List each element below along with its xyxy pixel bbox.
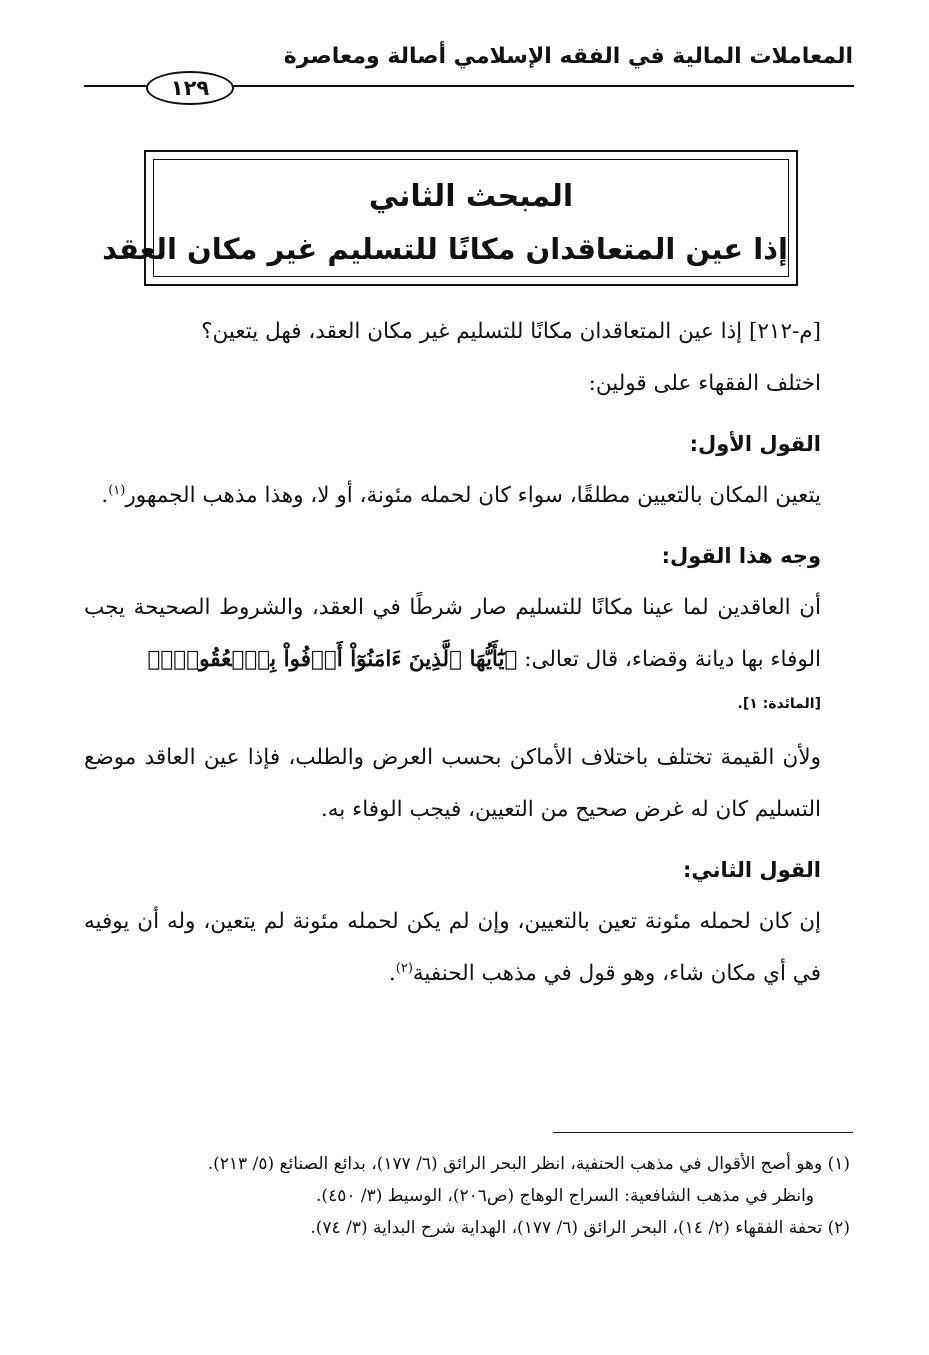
heading-first-opinion: القول الأول: bbox=[689, 432, 821, 456]
footnote-ref-2[interactable]: (٢) bbox=[395, 960, 413, 976]
value-paragraph: ولأن القيمة تختلف باختلاف الأماكن بحسب العرض والطلب، فإذا عين العاقد موضع التسليم كان له غرض صحيح من التعيين، فيجب الوفاء به. bbox=[84, 745, 821, 822]
heading-second-opinion: القول الثاني: bbox=[683, 858, 821, 882]
chapter-title-section: المبحث الثاني bbox=[368, 179, 574, 214]
running-header-title: المعاملات المالية في الفقه الإسلامي أصالة ومعاصرة bbox=[283, 44, 853, 69]
disagreement-paragraph: اختلف الفقهاء على قولين: bbox=[588, 371, 821, 396]
heading-first-opinion-reason: وجه هذا القول: bbox=[661, 544, 821, 568]
first-opinion-text: يتعين المكان بالتعيين مطلقًا، سواء كان لحمله مئونة، أو لا، وهذا مذهب الجمهور bbox=[125, 483, 821, 508]
main-text bbox=[84, 306, 821, 1000]
second-opinion-text: إن كان لحمله مئونة تعين بالتعيين، وإن لم يكن لحمله مئونة لم يتعين، وله أن يوفيه في أي مكان شاء، وهو قول في مذهب الحنفية bbox=[84, 909, 821, 986]
footnotes bbox=[84, 1148, 850, 1244]
quran-verse: ﴿يَٰٓأَيُّهَا ٱلَّذِينَ ءَامَنُوٓاْ أَوۡفُواْ بِٱلۡعُقُودِۚ﴾ bbox=[147, 647, 518, 672]
footnote-1: (١) وهو أصح الأقوال في مذهب الحنفية، انظر البحر الرائق (٦/ ١٧٧)، بدائع الصنائع (٥/ ٢١٣). bbox=[207, 1154, 850, 1174]
reason-paragraph bbox=[84, 582, 821, 686]
footnote-1-continuation: وانظر في مذهب الشافعية: السراج الوهاج (ص٢٠٦)، الوسيط (٣/ ٤٥٠). bbox=[316, 1186, 814, 1206]
page-number: ١٢٩ bbox=[146, 71, 234, 105]
first-opinion-end: . bbox=[101, 483, 109, 508]
first-opinion-paragraph bbox=[84, 470, 821, 522]
chapter-title-topic: إذا عين المتعاقدان مكانًا للتسليم غير مكان العقد bbox=[102, 232, 788, 266]
footnote-separator bbox=[553, 1132, 853, 1133]
verse-source: [المائدة: ١]. bbox=[737, 696, 821, 712]
chapter-title-inner-frame bbox=[102, 159, 789, 277]
footnote-2: (٢) تحفة الفقهاء (٢/ ١٤)، البحر الرائق (٦/ ١٧٧)، الهداية شرح البداية (٣/ ٧٤). bbox=[310, 1218, 850, 1238]
second-opinion-end: . bbox=[388, 961, 396, 986]
chapter-title-box bbox=[102, 150, 798, 286]
reason-text: أن العاقدين لما عينا مكانًا للتسليم صار شرطًا في العقد، والشروط الصحيحة يجب الوفاء بها ديانة وقضاء، قال تعالى: bbox=[84, 595, 821, 672]
second-opinion-paragraph bbox=[84, 896, 821, 1000]
footnote-ref-1[interactable]: (١) bbox=[108, 482, 126, 498]
question-paragraph: [م-٢١٢] إذا عين المتعاقدان مكانًا للتسليم غير مكان العقد، فهل يتعين؟ bbox=[201, 319, 821, 344]
